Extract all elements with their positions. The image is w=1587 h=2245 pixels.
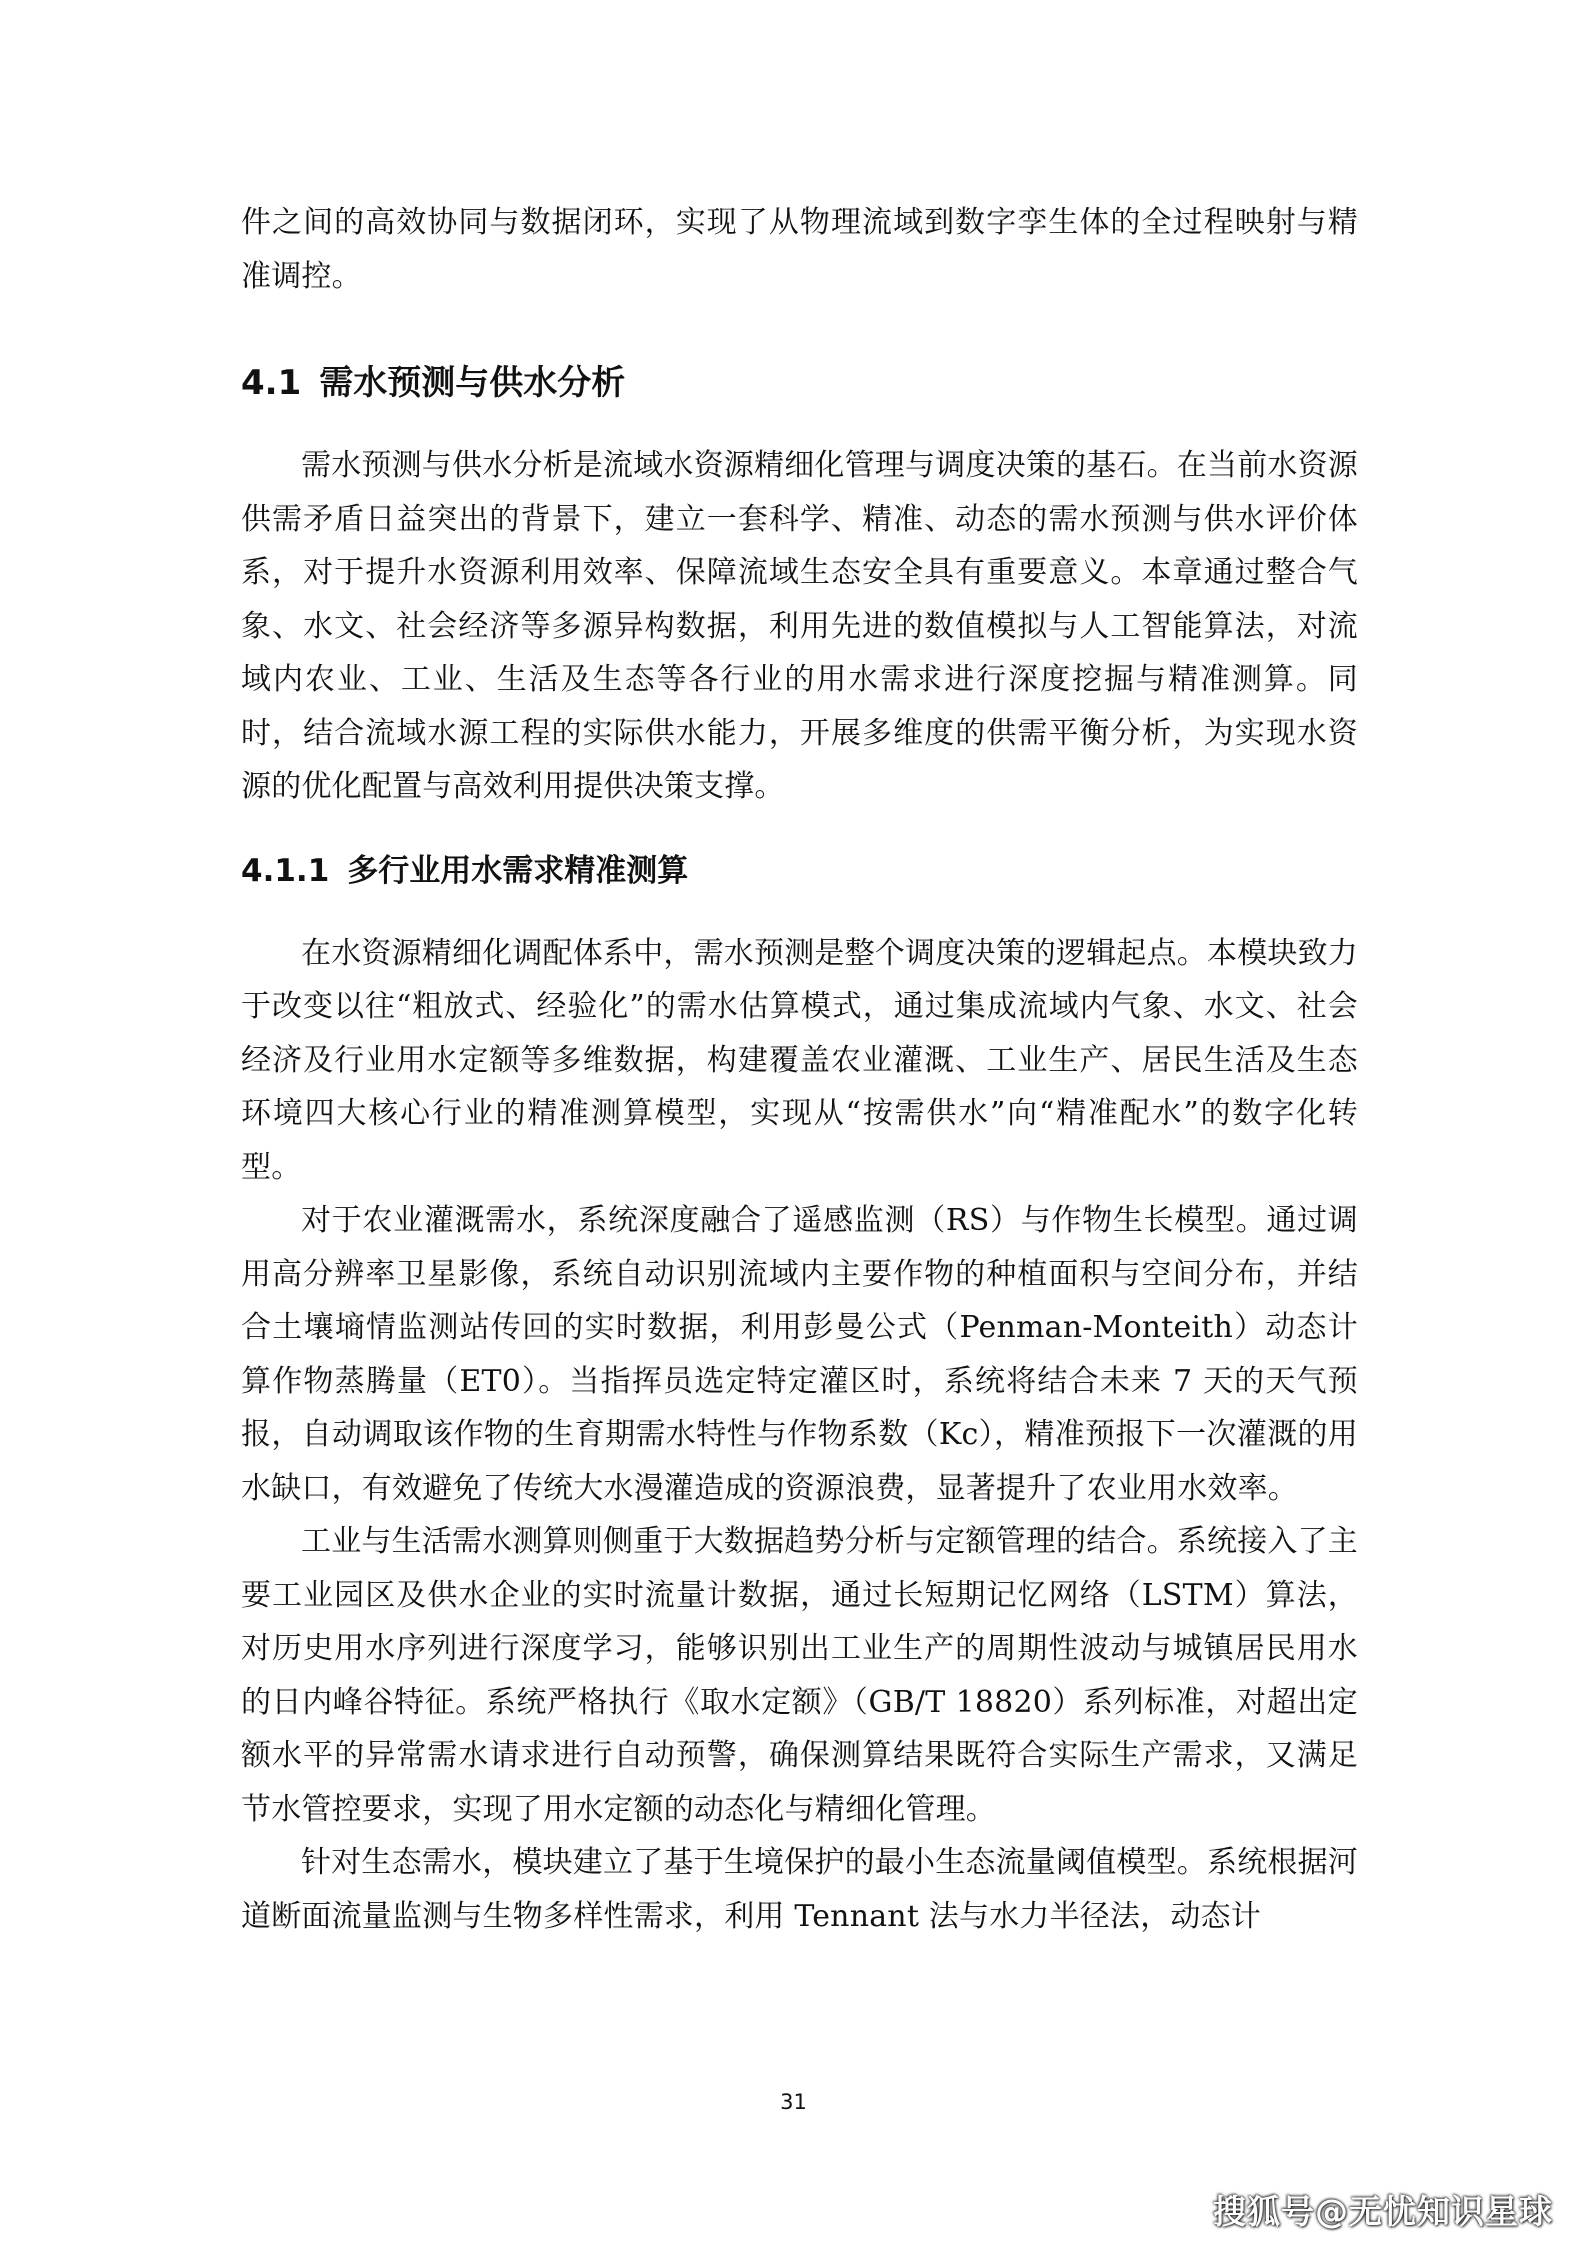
subsection-title: 多行业用水需求精准测算: [347, 852, 689, 889]
section-number: 4.1: [241, 363, 302, 403]
subsection-number: 4.1.1: [241, 852, 330, 889]
section-heading: [241, 356, 1358, 410]
page-number: 31: [780, 2090, 807, 2114]
watermark: 搜狐号@无忧知识星球: [1213, 2192, 1553, 2231]
body-paragraph: 针对生态需水，模块建立了基于生境保护的最小生态流量阈值模型。系统根据河道断面流量监测与生物多样性需求，利用 Tennant 法与水力半径法，动态计: [241, 1845, 1358, 1934]
body-paragraph: 在水资源精细化调配体系中，需水预测是整个调度决策的逻辑起点。本模块致力于改变以往“粗放式、经验化”的需水估算模式，通过集成流域内气象、水文、社会经济及行业用水定额等多维数据，构建覆盖农业灌溉、工业生产、居民生活及生态环境四大核心行业的精准测算模型，实现从“按需供水”向“精准配水”的数字化转型。: [241, 935, 1358, 1185]
section-title: 需水预测与供水分析: [319, 363, 626, 403]
body-paragraph: 对于农业灌溉需水，系统深度融合了遥感监测（RS）与作物生长模型。通过调用高分辨率卫星影像，系统自动识别流域内主要作物的种植面积与空间分布，并结合土壤墒情监测站传回的实时数据，利用彭曼公式（Penman-Monteith）动态计算作物蒸腾量（ET0）。当指挥员选定特定灌区时，系统将结合未来 7 天的天气预报，自动调取该作物的生育期需水特性与作物系数（Kc），精准预报下一次灌溉的用水缺口，有效避免了传统大水漫灌造成的资源浪费，显著提升了农业用水效率。: [241, 1203, 1358, 1506]
page-content: [241, 196, 1358, 1943]
body-paragraph: 工业与生活需水测算则侧重于大数据趋势分析与定额管理的结合。系统接入了主要工业园区及供水企业的实时流量计数据，通过长短期记忆网络（LSTM）算法，对历史用水序列进行深度学习，能够识别出工业生产的周期性波动与城镇居民用水的日内峰谷特征。系统严格执行《取水定额》（GB/T 18820）系列标准，对超出定额水平的异常需水请求进行自动预警，确保测算结果既符合实际生产需求，又满足节水管控要求，实现了用水定额的动态化与精细化管理。: [241, 1524, 1358, 1827]
section-paragraph: 需水预测与供水分析是流域水资源精细化管理与调度决策的基石。在当前水资源供需矛盾日益突出的背景下，建立一套科学、精准、动态的需水预测与供水评价体系，对于提升水资源利用效率、保障流域生态安全具有重要意义。本章通过整合气象、水文、社会经济等多源异构数据，利用先进的数值模拟与人工智能算法，对流域内农业、工业、生活及生态等各行业的用水需求进行深度挖掘与精准测算。同时，结合流域水源工程的实际供水能力，开展多维度的供需平衡分析，为实现水资源的优化配置与高效利用提供决策支撑。: [241, 448, 1358, 804]
subsection-heading: [241, 844, 1358, 898]
intro-paragraph: 件之间的高效协同与数据闭环，实现了从物理流域到数字孪生体的全过程映射与精准调控。: [241, 205, 1358, 294]
